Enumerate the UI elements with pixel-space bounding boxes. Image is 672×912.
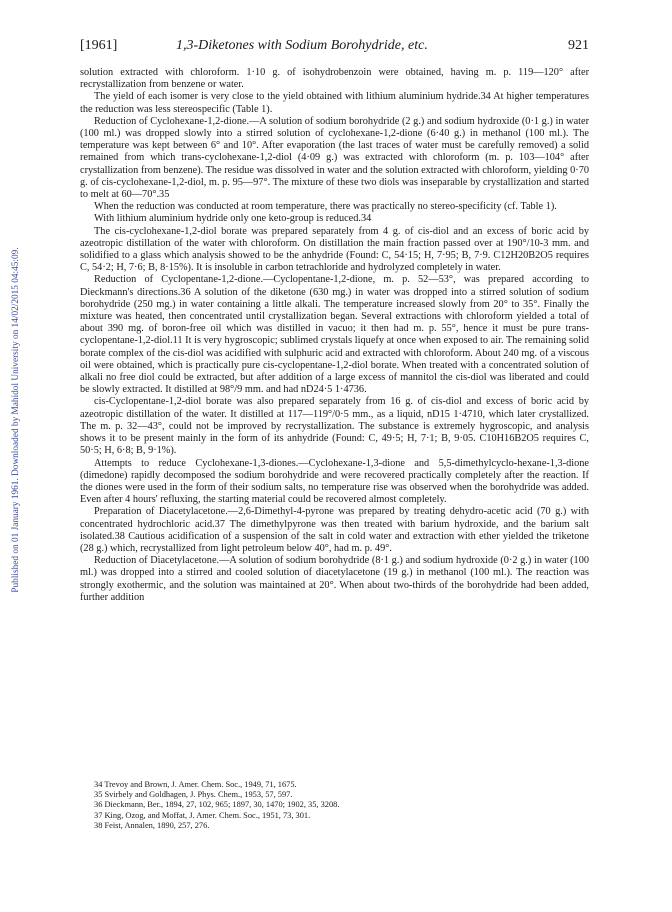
paragraph: solution extracted with chloroform. 1·10 g. of isohydrobenzoin were obtained, having m. p. 119—120° after recrystallization from benzene or water. xyxy=(80,67,589,91)
reference-item: 37 King, Ozog, and Moffat, J. Amer. Chem. Soc., 1951, 73, 301. xyxy=(94,810,311,820)
paragraph: The yield of each isomer is very close to the yield obtained with lithium aluminium hydride.34 At higher temperatures the reduction was less stereospecific (Table 1). xyxy=(80,91,589,115)
page-number: 921 xyxy=(568,38,589,53)
download-watermark-text: Published on 01 January 1961. Downloaded by Mahidol University on 14/02/2015 04:45:09. xyxy=(11,247,21,593)
reference-item: 36 Dieckmann, Ber., 1894, 27, 102, 965; 1897, 30, 1470; 1902, 35, 3208. xyxy=(94,800,340,810)
paragraph: With lithium aluminium hydride only one keto-group is reduced.34 xyxy=(94,213,372,225)
paragraph: When the reduction was conducted at room temperature, there was practically no stereo-specificity (cf. Table 1). xyxy=(94,201,557,213)
reference-item: 34 Trevoy and Brown, J. Amer. Chem. Soc., 1949, 71, 1675. xyxy=(94,780,297,789)
header-title: 1,3-Diketones with Sodium Borohydride, etc. xyxy=(176,38,428,53)
paragraph: Reduction of Cyclopentane-1,2-dione.—Cyclopentane-1,2-dione, m. p. 52—53°, was prepared according to Dieckmann's directions.36 A solution of the diketone (630 mg.) in water was dropped into a stirred solution of sodium borohydride (250 mg.) in water containing a little alkali. The temperature increased slowly from 20° to 35°. Finally the mixture was heated, then concentrated until crystallization began. Several extractions with chloroform yielded a total of about 390 mg. of boron-free oil which was distilled in vacuo; it then had m. p. 55°, hence it must be pure trans-cyclopentane-1,2-diol.11 It is very hygroscopic; sublimed crystals liquefy at once when exposed to air. The remaining solid borate complex of the cis-diol was acidified with sulphuric acid and extracted with chloroform. About 240 mg. of a viscous oil were obtained, which is practically pure cis-cyclopentane-1,2-diol borate. When treated with a concentrated solution of alkali no free diol could be extracted, but after addition of a large excess of mannitol the cis-diol was liberated and could be slowly extracted. It distilled at 98°/9 mm. and had nD24·5 1·4736. xyxy=(80,274,589,396)
paragraph: Reduction of Diacetylacetone.—A solution of sodium borohydride (8·1 g.) and sodium hydroxide (0·2 g.) in water (100 ml.) was dropped into a stirred and cooled solution of diacetylacetone (19 g.) in methanol (100 ml.). The reaction was strongly exothermic, and the solution was maintained at 20°. When about two-thirds of the borohydride had been added, further addition xyxy=(80,555,589,603)
running-header xyxy=(80,38,589,58)
body-text xyxy=(80,67,589,604)
reference-item: 35 Svirbely and Goldhagen, J. Phys. Chem., 1953, 57, 597. xyxy=(94,790,293,800)
reference-item: 38 Feist, Annalen, 1890, 257, 276. xyxy=(94,820,210,830)
paragraph: Preparation of Diacetylacetone.—2,6-Dimethyl-4-pyrone was prepared by treating dehydro-acetic acid (70 g.) with concentrated hydrochloric acid.37 The dimethylpyrone was then treated with barium hydroxide, and the barium salt isolated.38 Cautious acidification of a suspension of the salt in cold water and extraction with ether yielded the triketone (28 g.) which, recrystallized from light petroleum below 40°, had m. p. 49°. xyxy=(80,506,589,554)
footnote-references xyxy=(94,780,589,831)
paragraph: The cis-cyclohexane-1,2-diol borate was prepared separately from 4 g. of cis-diol and an excess of boric acid by azeotropic distillation of the water with chloroform. On distillation the main fraction passed over at 190°/10-3 mm. and solidified to a glass which analysis showed to be the anhydride (Found: C, 54·15; H, 7·95; B, 7·9. C12H20B2O5 requires C, 54·2; H, 7·6; B, 8·15%). It is insoluble in carbon tetrachloride and hydrolyzed completely in water. xyxy=(80,225,589,274)
download-watermark xyxy=(9,150,23,690)
paragraph: Attempts to reduce Cyclohexane-1,3-diones.—Cyclohexane-1,3-dione and 5,5-dimethylcyclo-hexane-1,3-dione (dimedone) rapidly decomposed the sodium borohydride and were recovered practically completely after the reaction. If the diones were used in the form of their sodium salts, no temperature rise was observed when the borohydride was added. Even after 4 hours' refluxing, the starting material could be recovered almost completely. xyxy=(80,457,589,506)
header-year: [1961] xyxy=(80,38,118,53)
paragraph: Reduction of Cyclohexane-1,2-dione.—A solution of sodium borohydride (2 g.) and sodium hydroxide (0·1 g.) in water (100 ml.) was dropped slowly into a stirred solution of cyclohexane-1,2-dione (6·40 g.) in methanol (100 ml.). The temperature was kept between 6° and 10°. After evaporation (the last traces of water must be carefully removed) a solid remained from which trans-cyclohexane-1,2-diol (4·09 g.) was extracted with chloroform (m. p. 103—104° after crystallization from benzene). The residue was dissolved in water and the solution extracted with chloroform, yielding 0·70 g. of cis-cyclohexane-1,2-diol, m. p. 95—97°. The mixture of these two diols was inseparable by crystallization and started to melt at 60—70°.35 xyxy=(80,115,589,201)
paragraph: cis-Cyclopentane-1,2-diol borate was also prepared separately from 16 g. of cis-diol and excess of boric acid by azeotropic distillation of the water. It distilled at 117—119°/0·5 mm., as a liquid, nD15 1·4710, which later crystallized. The m. p. 32—43°, could not be improved by recrystallization. The substance is extremely hygroscopic, and analysis shows it to be present mainly in the form of its anhydride (Found: C, 49·5; H, 7·1; B, 9·05. C10H16B2O5 requires C, 50·5; H, 6·8; B, 9·1%). xyxy=(80,396,589,457)
